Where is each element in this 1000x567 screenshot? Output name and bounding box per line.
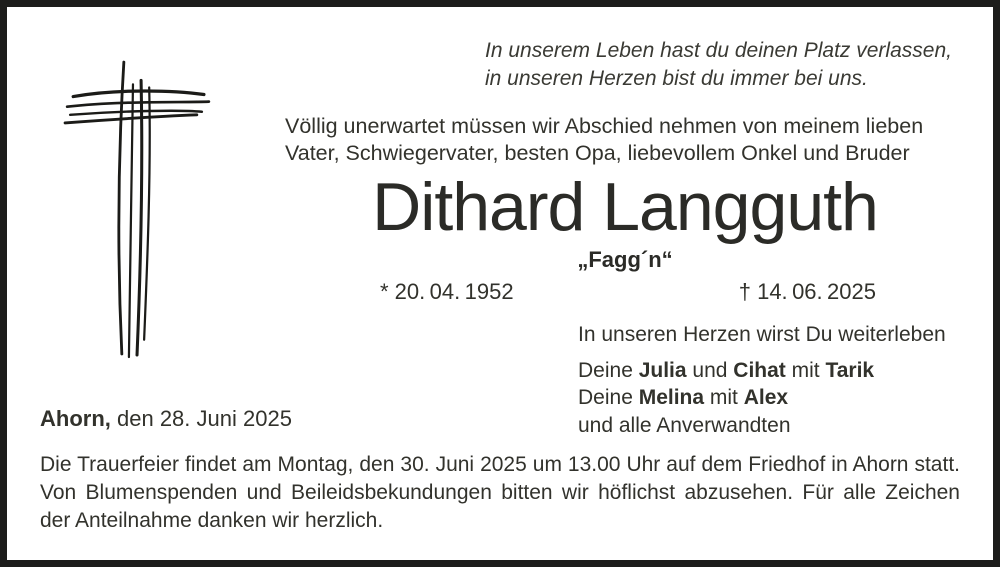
intro-line: Völlig unerwartet müssen wir Abschied nehmen von meinem lieben	[285, 114, 924, 138]
deceased-name: Dithard Langguth	[372, 169, 878, 245]
deceased-nickname: „Fagg´n“	[577, 246, 673, 272]
dateline	[40, 406, 292, 432]
dateline-rest: den 28. Juni 2025	[110, 406, 292, 431]
family-member-name: Melina	[638, 386, 705, 409]
family-member-name: Cihat	[733, 358, 786, 382]
epigraph	[485, 37, 952, 93]
death-date: † 14. 06. 2025	[738, 279, 876, 304]
life-dates	[380, 279, 876, 305]
family-member-name: Alex	[743, 386, 789, 409]
family-member-name: Julia	[638, 358, 687, 382]
signature-text: und	[686, 358, 734, 382]
signature-text: mit	[704, 386, 744, 409]
intro-text	[285, 113, 923, 167]
intro-line: Vater, Schwiegervater, besten Opa, liebevollem Onkel und Bruder	[285, 141, 910, 165]
funeral-info: Die Trauerfeier findet am Montag, den 30. Juni 2025 um 13.00 Uhr auf dem Friedhof in Ahorn statt. Von Blumenspenden und Beileidsbekundungen bitten wir höflichst abzusehen. Für alle Zeichen der Anteilnahme danken wir herzlich.	[40, 453, 960, 532]
farewell-lead: In unseren Herzen wirst Du weiterleben	[578, 323, 946, 346]
signature-line	[578, 412, 946, 440]
signature-text: Deine	[578, 358, 639, 382]
signature-line	[578, 384, 946, 412]
signature-text: mit	[785, 358, 826, 382]
family-member-name: Tarik	[825, 358, 875, 382]
farewell-block	[578, 321, 946, 439]
signature-line	[578, 357, 946, 385]
deceased-block	[255, 170, 995, 273]
signature-text: und alle Anverwandten	[578, 413, 791, 437]
epigraph-line: In unserem Leben hast du deinen Platz verlassen,	[485, 39, 952, 62]
cross-sketch-icon	[59, 53, 211, 359]
epigraph-line: in unseren Herzen bist du immer bei uns.	[485, 67, 868, 90]
birth-date: * 20. 04. 1952	[380, 279, 514, 304]
signature-text: Deine	[578, 386, 639, 409]
dateline-place: Ahorn,	[40, 406, 111, 431]
